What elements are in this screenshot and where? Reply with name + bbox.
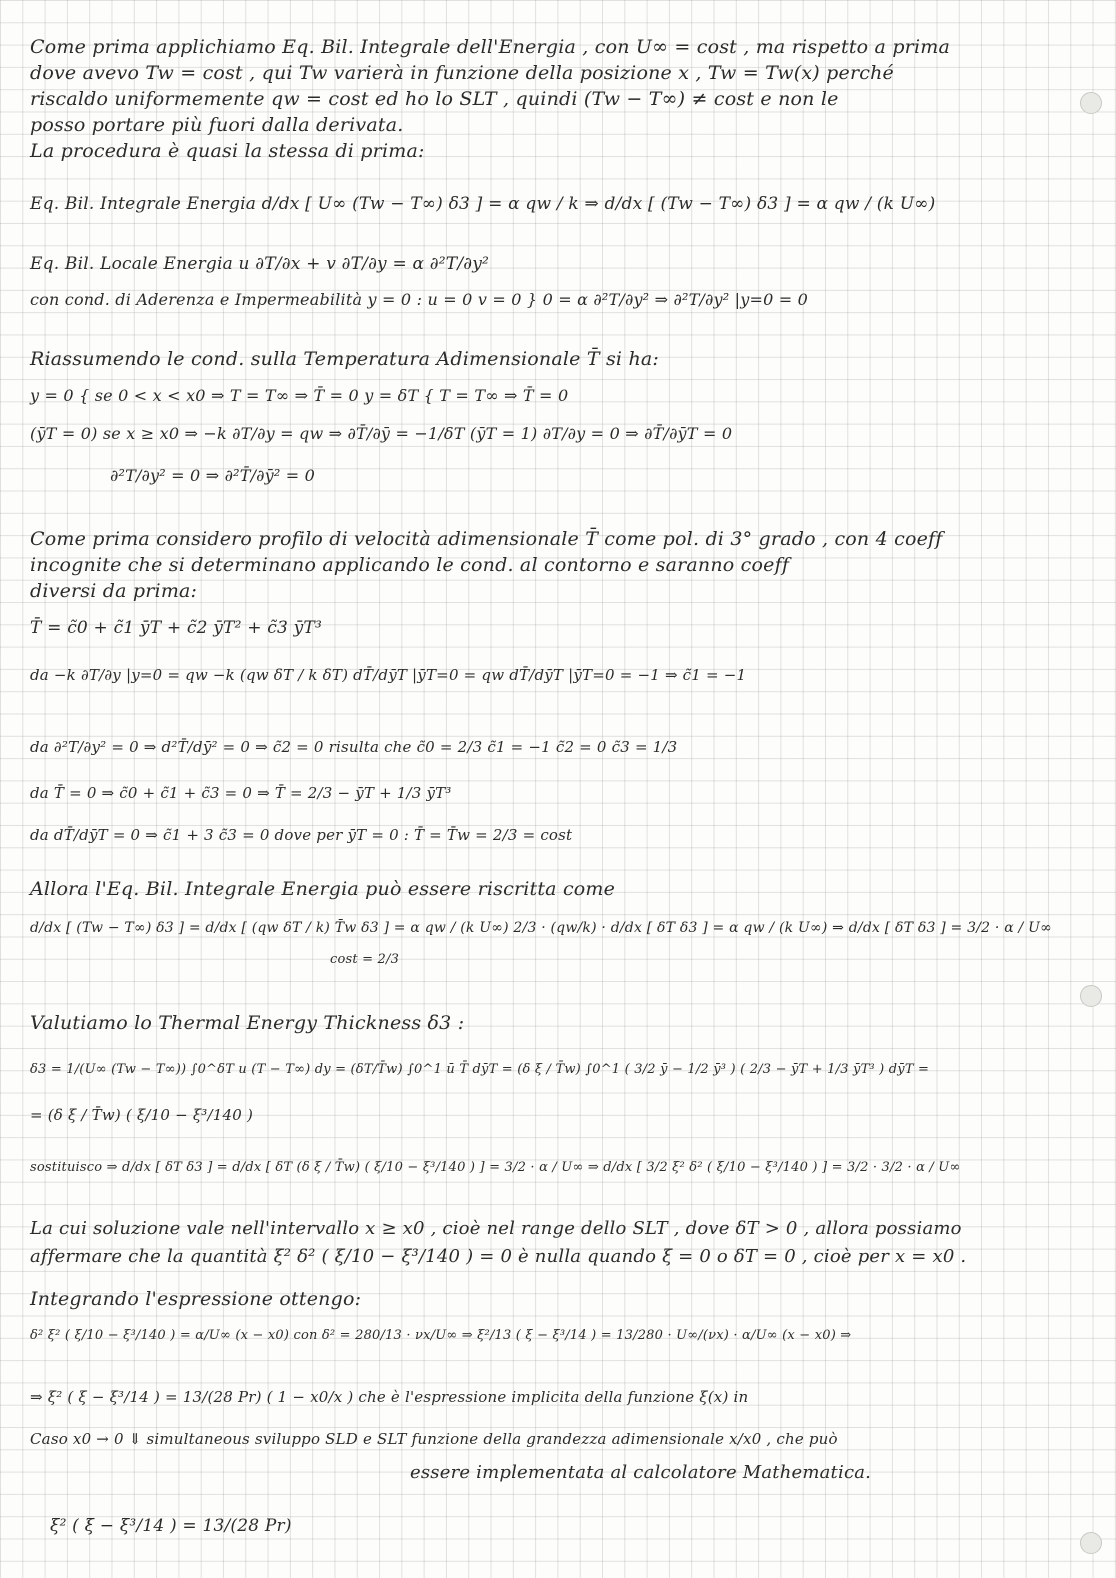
text-line: Come prima considero profilo di velocità adimensionale T̄ come pol. di 3° grado , con 4 coeff	[30, 528, 943, 550]
equation-line: δ3 = 1/(U∞ (Tw − T∞)) ∫0^δT u (T − T∞) dy = (δT/T̄w) ∫0^1 ū T̄ dȳT = (δ ξ / T̄w) ∫0^1 ( 3/2 ȳ − 1/2 ȳ³ ) ( 2/3 − ȳT + 1/3 ȳT³ ) dȳT =	[30, 1062, 930, 1077]
handwritten-page	[30, 36, 1080, 1566]
text-line: Integrando l'espressione ottengo:	[30, 1288, 362, 1310]
equation-line: y = 0 { se 0 < x < x0 ⇒ T = T∞ ⇒ T̄ = 0 y = δT { T = T∞ ⇒ T̄ = 0	[30, 386, 569, 405]
equation-line: ξ² ( ξ − ξ³/14 ) = 13/(28 Pr)	[50, 1516, 292, 1536]
equation-line: δ² ξ² ( ξ/10 − ξ³/140 ) = α/U∞ (x − x0) con δ² = 280/13 · νx/U∞ ⇒ ξ²/13 ( ξ − ξ³/14 ) = 13/280 · U∞/(νx) · α/U∞ (x − x0) ⇒	[30, 1328, 852, 1343]
equation-line: ⇒ ξ² ( ξ − ξ³/14 ) = 13/(28 Pr) ( 1 − x0/x ) che è l'espressione implicita della funzione ξ(x) in	[30, 1388, 749, 1406]
equation-line: T̄ = c̃0 + c̃1 ȳT + c̃2 ȳT² + c̃3 ȳT³	[30, 618, 322, 638]
equation-line: d/dx [ (Tw − T∞) δ3 ] = d/dx [ (qw δT / k) T̄w δ3 ] = α qw / (k U∞) 2/3 · (qw/k) · d/dx [ δT δ3 ] = α qw / (k U∞) ⇒ d/dx [ δT δ3 ] = 3/2 · α / U∞	[30, 920, 1052, 936]
binder-hole-bottom	[1080, 1532, 1102, 1554]
equation-line: = (δ ξ / T̄w) ( ξ/10 − ξ³/140 )	[30, 1106, 254, 1124]
equation-line: con cond. di Aderenza e Impermeabilità y = 0 : u = 0 v = 0 } 0 = α ∂²T/∂y² ⇒ ∂²T/∂y² |y=0 = 0	[30, 290, 809, 309]
equation-line: da dT̄/dȳT = 0 ⇒ c̃1 + 3 c̃3 = 0 dove per ȳT = 0 : T̄ = T̄w = 2/3 = cost	[30, 826, 573, 844]
text-line: incognite che si determinano applicando le cond. al contorno e saranno coeff	[30, 554, 790, 576]
text-line: diversi da prima:	[30, 580, 198, 602]
text-line: Valutiamo lo Thermal Energy Thickness δ3 :	[30, 1012, 465, 1034]
equation-annotation: cost = 2/3	[330, 952, 400, 967]
text-line: riscaldo uniformemente qw = cost ed ho lo SLT , quindi (Tw − T∞) ≠ cost e non le	[30, 88, 839, 110]
binder-hole-top	[1080, 92, 1102, 114]
equation-line: da T̄ = 0 ⇒ c̃0 + c̃1 + c̃3 = 0 ⇒ T̄ = 2/3 − ȳT + 1/3 ȳT³	[30, 784, 452, 802]
equation-line: ∂²T/∂y² = 0 ⇒ ∂²T̄/∂ȳ² = 0	[110, 466, 316, 485]
binder-hole-middle	[1080, 985, 1102, 1007]
text-line: La cui soluzione vale nell'intervallo x ≥ x0 , cioè nel range dello SLT , dove δT > 0 , allora possiamo	[30, 1218, 962, 1239]
equation-line: sostituisco ⇒ d/dx [ δT δ3 ] = d/dx [ δT (δ ξ / T̄w) ( ξ/10 − ξ³/140 ) ] = 3/2 · α / U∞ ⇒ d/dx [ 3/2 ξ² δ² ( ξ/10 − ξ³/140 ) ] = 3/2 · 3/2 · α / U∞	[30, 1160, 961, 1175]
text-line: La procedura è quasi la stessa di prima:	[30, 140, 425, 162]
equation-line: Eq. Bil. Locale Energia u ∂T/∂x + v ∂T/∂y = α ∂²T/∂y²	[30, 254, 490, 274]
text-line: Come prima applichiamo Eq. Bil. Integrale dell'Energia , con U∞ = cost , ma rispetto a prima	[30, 36, 950, 58]
text-line: essere implementata al calcolatore Mathematica.	[410, 1462, 872, 1483]
text-line: posso portare più fuori dalla derivata.	[30, 114, 404, 136]
equation-line: da ∂²T/∂y² = 0 ⇒ d²T̄/dȳ² = 0 ⇒ c̃2 = 0 risulta che c̃0 = 2/3 c̃1 = −1 c̃2 = 0 c̃3 = 1/3	[30, 738, 678, 756]
equation-line: Eq. Bil. Integrale Energia d/dx [ U∞ (Tw − T∞) δ3 ] = α qw / k ⇒ d/dx [ (Tw − T∞) δ3 ] = α qw / (k U∞)	[30, 194, 936, 214]
text-line: Riassumendo le cond. sulla Temperatura Adimensionale T̄ si ha:	[30, 348, 660, 370]
text-line: Allora l'Eq. Bil. Integrale Energia può essere riscritta come	[30, 878, 616, 900]
text-line: dove avevo Tw = cost , qui Tw varierà in funzione della posizione x , Tw = Tw(x) perché	[30, 62, 894, 84]
equation-line: Caso x0 → 0 ⇓ simultaneous sviluppo SLD e SLT funzione della grandezza adimensionale x/x0 , che può	[30, 1430, 838, 1448]
equation-line: (ȳT = 0) se x ≥ x0 ⇒ −k ∂T/∂y = qw ⇒ ∂T̄/∂ȳ = −1/δT (ȳT = 1) ∂T/∂y = 0 ⇒ ∂T̄/∂ȳT = 0	[30, 424, 733, 443]
equation-line: da −k ∂T/∂y |y=0 = qw −k (qw δT / k δT) dT̄/dȳT |ȳT=0 = qw dT̄/dȳT |ȳT=0 = −1 ⇒ c̃1 = −1	[30, 666, 747, 684]
text-line: affermare che la quantità ξ² δ² ( ξ/10 − ξ³/140 ) = 0 è nulla quando ξ = 0 o δT = 0 , cioè per x = x0 .	[30, 1246, 967, 1267]
